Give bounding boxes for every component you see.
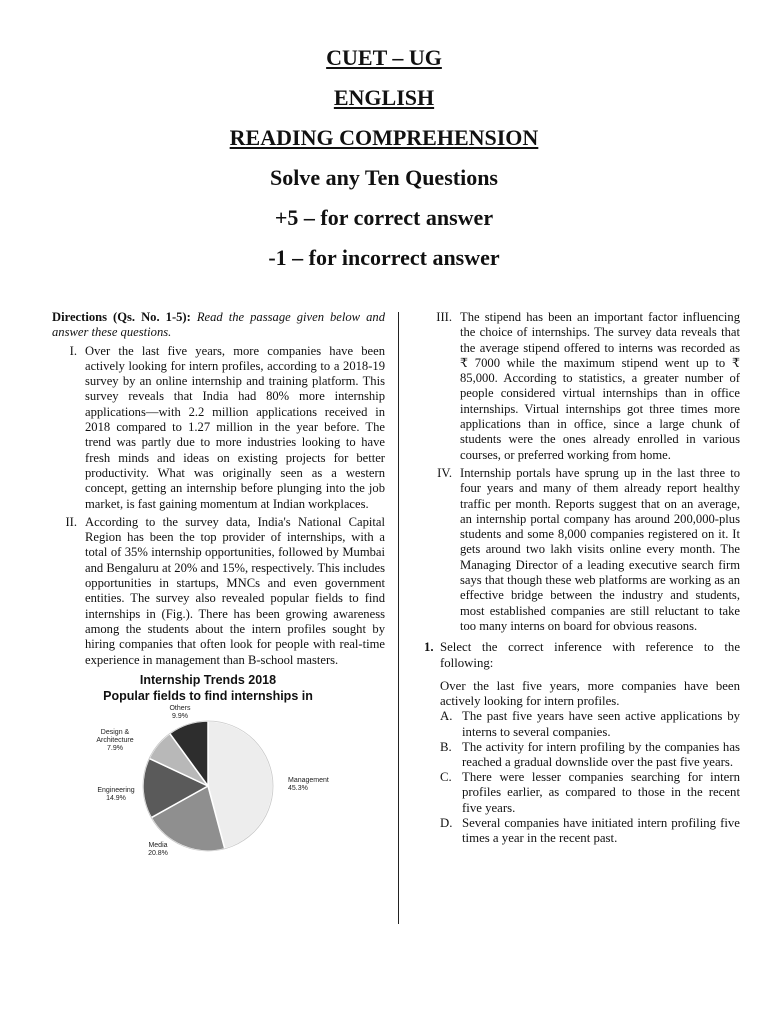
subject-title: ENGLISH [333, 85, 435, 110]
pie-value-label: 20.8% [148, 849, 168, 857]
passage-paragraph [52, 515, 385, 668]
marking-incorrect: -1 – for incorrect answer [268, 245, 500, 270]
passage-paragraph [424, 310, 740, 463]
passage-paragraph [424, 466, 740, 634]
question-1 [424, 640, 740, 671]
chart-subtitle: Popular fields to find internships in [103, 688, 313, 703]
paragraph-text: The stipend has been an important factor influencing the choice of internships. The survey data reveals that the average stipend offered to interns was recorded as ₹ 7000 while the maximum stipend went up to ₹ 85,000. According to statistics, a greater number of people considered virtual internships than in office internships. Virtual internships got three times more applications than in office, since a large chunk of students were the ones already enrolled in various courses, or preferred working from home. [460, 310, 740, 462]
paragraph-text: Over the last five years, more companies have been actively looking for intern profiles, according to a 2018-19 survey by an online internship and training platform. This survey reveals that India had 80% more internship applications—with 2.2 million applications received in 2018 compared to 1.27 million in the year before. The trend was partly due to more industries looking to have fresh minds and ideas on existing projects for better productivity. What was originally seen as a western concept, getting an internship before plunging into the job market, is fast gaining momentum at Indian workplaces. [85, 343, 385, 511]
left-column [52, 310, 385, 868]
pie-chart-figure [90, 672, 385, 868]
question-text: Select the correct inference with reference to the following: [440, 640, 740, 670]
paragraph-number: III. [436, 310, 452, 324]
column-divider [398, 312, 399, 924]
option-a[interactable] [440, 709, 740, 739]
pie-category-label: Others [169, 704, 191, 712]
instruction-line: Solve any Ten Questions [269, 165, 498, 190]
option-c[interactable] [440, 770, 740, 816]
paragraph-text: Internship portals have sprung up in the last three to four years and many of them already report healthy traffic per month. Reports suggest that on an average, an internship portal company has around 200,000-plus students and some 8,000 companies registered on it. It gets around two lakh visits online every month. The Managing Director of a leading executive search firm says that though these web platforms are working as an effective bridge between the industry and students, most established companies are still reluctant to take too many interns on board for obvious reasons. [460, 465, 740, 633]
paragraph-text: According to the survey data, India's National Capital Region has been the top provider of internships, with a total of 35% internship opportunities, followed by Mumbai and Bengaluru at 20% and 15%, respectively. This includes opportunities in startups, MNCs and even government entities. The survey also revealed popular fields to find internships in (Fig.). There has been growing awareness among the students about the intern profiles sought by hiring companies that often look for people with real-time experience in management than B-school masters. [85, 514, 385, 667]
paragraph-number: IV. [437, 465, 452, 480]
option-label: C. [440, 770, 452, 785]
option-label: A. [440, 709, 453, 724]
option-b[interactable] [440, 740, 740, 770]
question-number: 1. [424, 640, 434, 655]
pie-category-label: Engineering [97, 786, 135, 794]
pie-value-label: 14.9% [106, 794, 126, 802]
option-text: The activity for intern profiling by the companies has reached a gradual downslide over the past five years. [462, 739, 740, 770]
pie-category-label: Management [288, 776, 329, 784]
pie-category-label: Media [148, 841, 168, 849]
option-label: D. [440, 815, 453, 830]
paragraph-number: II. [65, 514, 77, 529]
section-title: READING COMPREHENSION [229, 125, 539, 150]
pie-value-label: 45.3% [288, 784, 308, 792]
option-label: B. [440, 739, 452, 754]
chart-title: Internship Trends 2018 [139, 672, 277, 687]
passage-paragraph [52, 344, 385, 512]
directions [52, 310, 385, 341]
marking-correct: +5 – for correct answer [274, 205, 494, 230]
pie-value-label: 9.9% [172, 712, 188, 720]
pie-value-label: 7.9% [107, 744, 123, 752]
directions-text: Read the passage given below and answer these questions. [52, 310, 385, 340]
question-stem: Over the last five years, more companies have been actively looking for intern profiles. [440, 678, 740, 709]
directions-label: Directions (Qs. No. 1-5): [52, 310, 191, 324]
option-text: There were lesser companies searching for intern profiles earlier, as compared to those in the recent five years. [462, 770, 740, 815]
right-column [424, 310, 740, 846]
option-d[interactable] [440, 816, 740, 846]
option-text: The past five years have seen active applications by interns to several companies. [462, 709, 740, 739]
page-header [0, 38, 768, 278]
paragraph-number: I. [69, 343, 77, 358]
option-text: Several companies have initiated intern profiling five times a year in the recent past. [462, 815, 740, 846]
pie-chart [90, 704, 340, 864]
pie-category-label: Architecture [96, 736, 134, 744]
exam-title: CUET – UG [326, 45, 442, 70]
pie-category-label: Design & [100, 728, 130, 736]
